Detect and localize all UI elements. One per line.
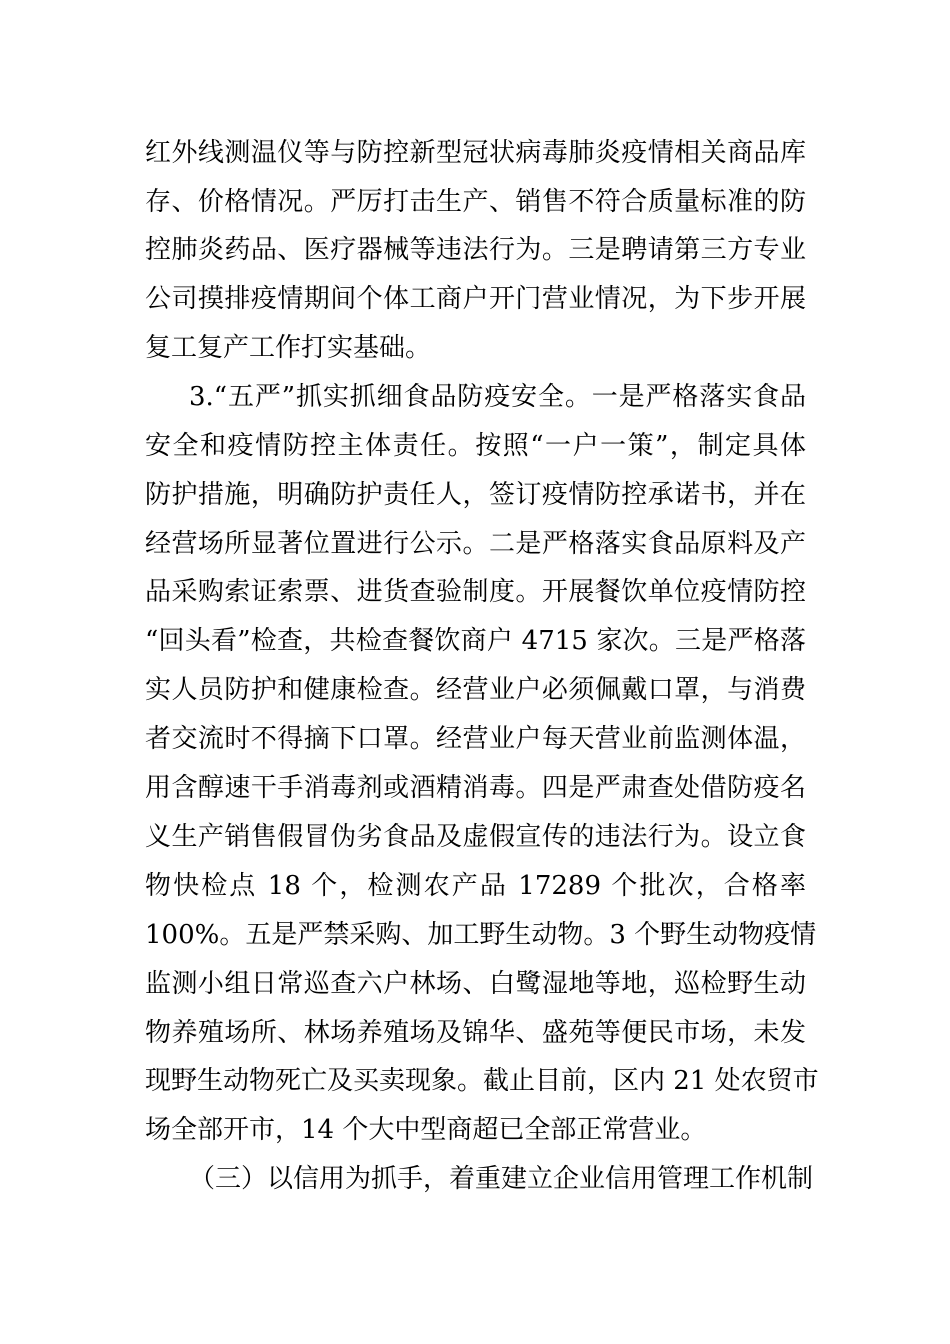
paragraph-2-line-16: 场全部开市，14 个大中型商超已全部正常营业。 [145, 1115, 707, 1145]
paragraph-2-line-15: 现野生动物死亡及买卖现象。截止目前，区内 21 处农贸市 [145, 1066, 819, 1096]
paragraph-2-line-7: 实人员防护和健康检查。经营业户必须佩戴口罩，与消费 [145, 675, 806, 705]
paragraph-1-line-1: 红外线测温仪等与防控新型冠状病毒肺炎疫情相关商品库 [145, 138, 806, 168]
paragraph-2-line-8: 者交流时不得摘下口罩。经营业户每天营业前监测体温， [145, 724, 806, 754]
paragraph-2-line-3: 防护措施，明确防护责任人，签订疫情防控承诺书，并在 [145, 480, 806, 510]
paragraph-2-line-1: 3.“五严”抓实抓细食品防疫安全。一是严格落实食品 [189, 382, 806, 412]
paragraph-2-line-2: 安全和疫情防控主体责任。按照“一户一策”，制定具体 [145, 431, 806, 461]
paragraph-2-line-14: 物养殖场所、林场养殖场及锦华、盛苑等便民市场，未发 [145, 1018, 806, 1048]
paragraph-2-line-11: 物快检点 18 个，检测农产品 17289 个批次，合格率 [145, 871, 806, 901]
paragraph-2-line-9: 用含醇速干手消毒剂或酒精消毒。四是严肃查处借防疫名 [145, 773, 806, 803]
paragraph-1-line-4: 公司摸排疫情期间个体工商户开门营业情况，为下步开展 [145, 284, 806, 314]
paragraph-2-line-4: 经营场所显著位置进行公示。二是严格落实食品原料及产 [145, 529, 806, 559]
section-heading-3: （三）以信用为抓手，着重建立企业信用管理工作机制 [189, 1164, 814, 1194]
paragraph-2-line-12: 100%。五是严禁采购、加工野生动物。3 个野生动物疫情 [145, 920, 817, 950]
paragraph-2-line-13: 监测小组日常巡查六户林场、白鹭湿地等地，巡检野生动 [145, 969, 806, 999]
paragraph-2-line-5: 品采购索证索票、进货查验制度。开展餐饮单位疫情防控 [145, 577, 806, 607]
paragraph-2-line-10: 义生产销售假冒伪劣食品及虚假宣传的违法行为。设立食 [145, 822, 806, 852]
paragraph-1-line-5: 复工复产工作打实基础。 [145, 333, 432, 363]
paragraph-2-line-6: “回头看”检查，共检查餐饮商户 4715 家次。三是严格落 [145, 626, 806, 656]
paragraph-1-line-2: 存、价格情况。严厉打击生产、销售不符合质量标准的防 [145, 187, 806, 217]
paragraph-1-line-3: 控肺炎药品、医疗器械等违法行为。三是聘请第三方专业 [145, 235, 806, 265]
